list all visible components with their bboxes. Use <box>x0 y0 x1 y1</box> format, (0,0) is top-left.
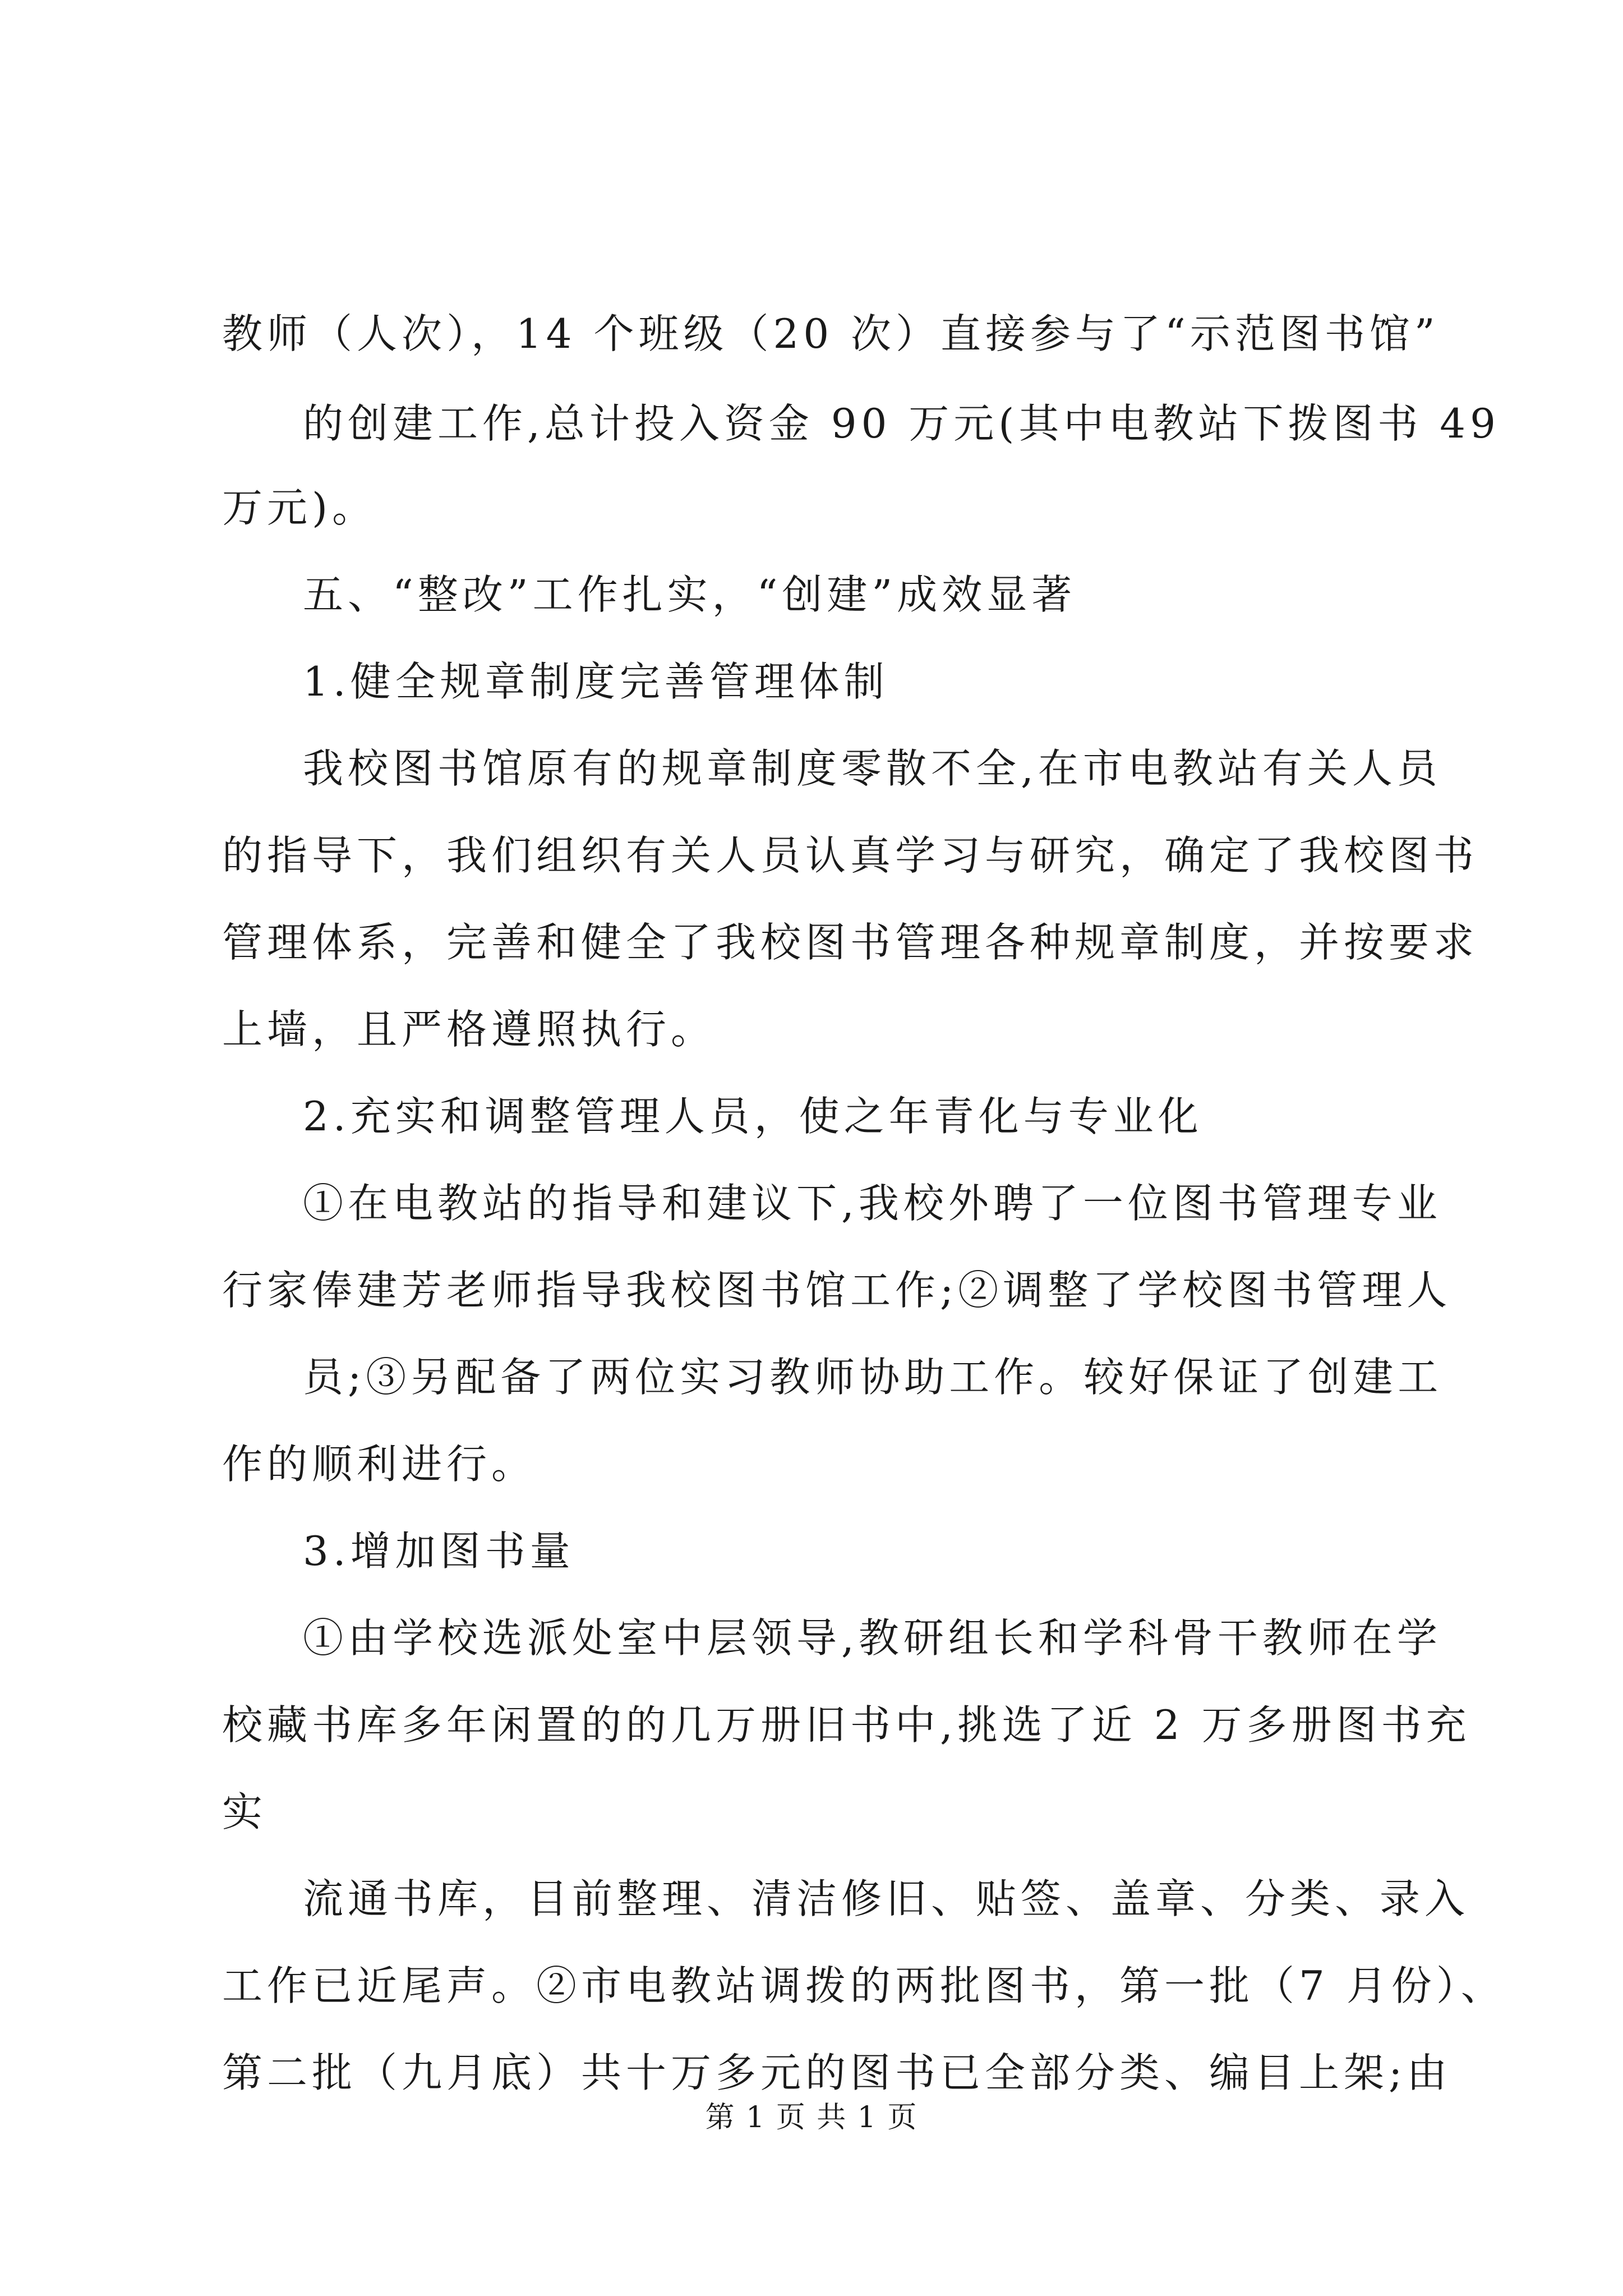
text-line: 作的顺利进行。 <box>222 1441 537 1488</box>
text-line: 流通书库，目前整理、清洁修旧、贴签、盖章、分类、录入 <box>303 1875 1470 1922</box>
subsection-heading: 1.健全规章制度完善管理体制 <box>303 658 889 705</box>
text-line: 实 <box>222 1788 268 1835</box>
text-line: 的创建工作,总计投入资金 90 万元(其中电教站下拨图书 49 <box>303 400 1500 447</box>
section-heading: 五、“整改”工作扎实，“创建”成效显著 <box>303 571 1077 618</box>
text-line: 教师（人次），14 个班级（20 次）直接参与了“示范图书馆” <box>222 310 1440 357</box>
subsection-heading: 2.充实和调整管理人员，使之年青化与专业化 <box>303 1093 1203 1140</box>
text-line: 第二批（九月底）共十万多元的图书已全部分类、编目上架;由 <box>222 2049 1452 2096</box>
text-line: 管理体系，完善和健全了我校图书管理各种规章制度，并按要求 <box>222 919 1479 966</box>
text-line: 行家俸建芳老师指导我校图书馆工作;②调整了学校图书管理人 <box>222 1267 1452 1314</box>
text-line: 工作已近尾声。②市电教站调拨的两批图书，第一批（7 月份）、 <box>222 1962 1506 2009</box>
text-line: 员;③另配备了两位实习教师协助工作。较好保证了创建工 <box>303 1354 1443 1401</box>
text-line: 校藏书库多年闲置的的几万册旧书中,挑选了近 2 万多册图书充 <box>222 1701 1471 1749</box>
text-line: 的指导下，我们组织有关人员认真学习与研究，确定了我校图书 <box>222 832 1479 879</box>
text-line: ①在电教站的指导和建议下,我校外聘了一位图书管理专业 <box>303 1180 1442 1227</box>
subsection-heading: 3.增加图书量 <box>303 1527 575 1575</box>
text-line: 我校图书馆原有的规章制度零散不全,在市电教站有关人员 <box>303 745 1442 792</box>
text-line: 万元)。 <box>222 484 377 531</box>
text-line: ①由学校选派处室中层领导,教研组长和学科骨干教师在学 <box>303 1614 1442 1662</box>
page-footer: 第 1 页 共 1 页 <box>705 2101 918 2134</box>
text-line: 上墙，且严格遵照执行。 <box>222 1006 716 1053</box>
